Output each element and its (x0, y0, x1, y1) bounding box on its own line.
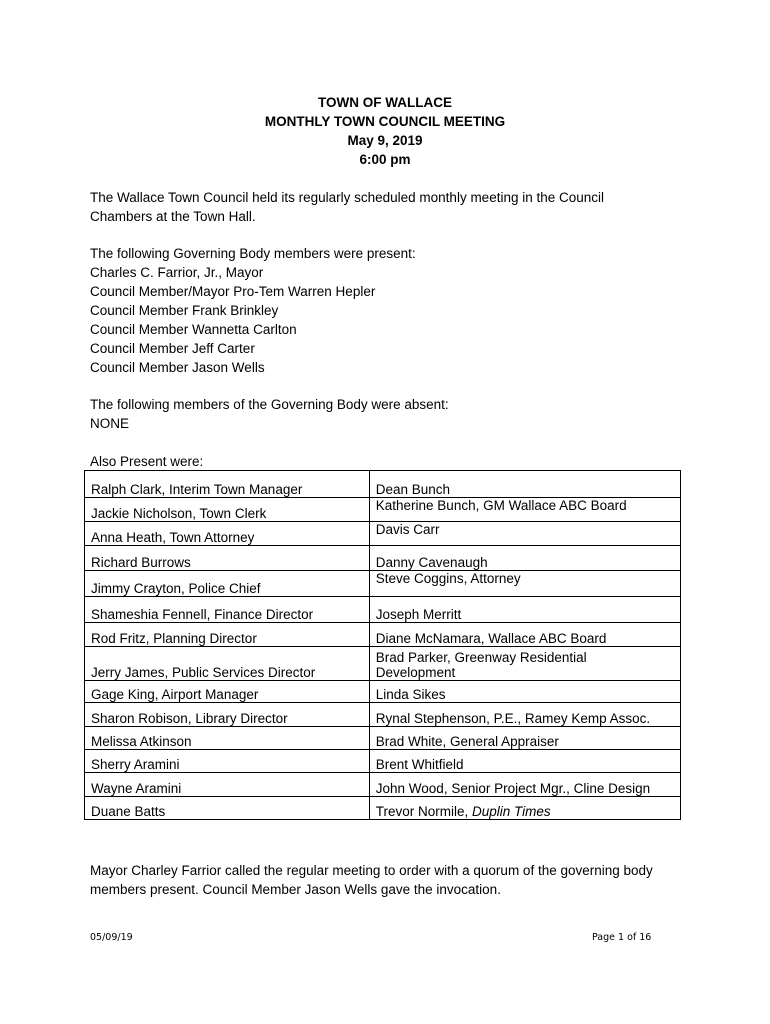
table-row (85, 727, 681, 750)
table-cell: Brad Parker, Greenway Residential Development (369, 647, 680, 681)
table-cell: Sherry Aramini (85, 750, 370, 773)
header-date: May 9, 2019 (347, 133, 423, 148)
table-row (85, 597, 681, 623)
absent-section (90, 395, 690, 433)
table-cell: Linda Sikes (369, 681, 680, 703)
table-cell: Diane McNamara, Wallace ABC Board (369, 623, 680, 647)
absent-heading: The following members of the Governing Body were absent: (90, 397, 449, 412)
table-row (85, 498, 681, 522)
table-cell: Rynal Stephenson, P.E., Ramey Kemp Assoc. (369, 703, 680, 727)
table-cell: Katherine Bunch, GM Wallace ABC Board (369, 498, 680, 522)
table-row (85, 623, 681, 647)
intro-paragraph (90, 188, 690, 226)
member-item: Council Member Frank Brinkley (90, 303, 279, 318)
member-item: Council Member Wannetta Carlton (90, 322, 297, 337)
table-cell: Ralph Clark, Interim Town Manager (85, 471, 370, 498)
paragraph-line: Mayor Charley Farrior called the regular meeting to order with a quorum of the governing body (90, 863, 653, 878)
table-row (85, 571, 681, 597)
table-cell: Wayne Aramini (85, 773, 370, 797)
footer-date: 05/09/19 (90, 932, 133, 943)
absent-value: NONE (90, 416, 130, 431)
table-row (85, 750, 681, 773)
member-item: Council Member Jason Wells (90, 360, 265, 375)
table-cell: Sharon Robison, Library Director (85, 703, 370, 727)
table-cell: Jerry James, Public Services Director (85, 647, 370, 681)
table-cell: Steve Coggins, Attorney (369, 571, 680, 597)
table-cell: Duane Batts (85, 797, 370, 820)
document-header (0, 93, 770, 169)
table-cell: Melissa Atkinson (85, 727, 370, 750)
member-item: Council Member/Mayor Pro-Tem Warren Hepler (90, 284, 376, 299)
intro-line: Chambers at the Town Hall. (90, 209, 256, 224)
member-item: Charles C. Farrior, Jr., Mayor (90, 265, 264, 280)
table-cell: Richard Burrows (85, 546, 370, 571)
table-cell: Brad White, General Appraiser (369, 727, 680, 750)
table-cell: Rod Fritz, Planning Director (85, 623, 370, 647)
table-row (85, 797, 681, 820)
header-time: 6:00 pm (359, 152, 411, 167)
table-cell: Joseph Merritt (369, 597, 680, 623)
table-row (85, 647, 681, 681)
footer-page-number: Page 1 of 16 (592, 932, 652, 943)
table-row (85, 522, 681, 546)
table-row (85, 703, 681, 727)
table-row (85, 471, 681, 498)
table-cell: Anna Heath, Town Attorney (85, 522, 370, 546)
table-cell (369, 797, 680, 820)
table-cell: Danny Cavenaugh (369, 546, 680, 571)
header-town: TOWN OF WALLACE (318, 95, 452, 110)
header-meeting: MONTHLY TOWN COUNCIL MEETING (264, 114, 506, 129)
table-cell: Davis Carr (369, 522, 680, 546)
call-to-order-paragraph (90, 861, 690, 899)
table-cell: John Wood, Senior Project Mgr., Cline Design (369, 773, 680, 797)
paragraph-line: members present. Council Member Jason Wells gave the invocation. (90, 882, 501, 897)
table-row (85, 681, 681, 703)
member-item: Council Member Jeff Carter (90, 341, 255, 356)
table-cell: Gage King, Airport Manager (85, 681, 370, 703)
table-cell: Dean Bunch (369, 471, 680, 498)
table-row (85, 546, 681, 571)
also-present-heading: Also Present were: (90, 454, 204, 469)
table-cell: Jackie Nicholson, Town Clerk (85, 498, 370, 522)
present-members-section (90, 244, 690, 377)
attendee-name: Trevor Normile, (375, 804, 473, 819)
also-present-table (84, 470, 681, 820)
table-cell: Brent Whitfield (369, 750, 680, 773)
table-cell: Jimmy Crayton, Police Chief (85, 571, 370, 597)
intro-line: The Wallace Town Council held its regularly scheduled monthly meeting in the Council (90, 190, 605, 205)
present-heading: The following Governing Body members were present: (90, 246, 416, 261)
table-row (85, 773, 681, 797)
attendee-affiliation-italic: Duplin Times (472, 804, 551, 819)
table-cell: Shameshia Fennell, Finance Director (85, 597, 370, 623)
